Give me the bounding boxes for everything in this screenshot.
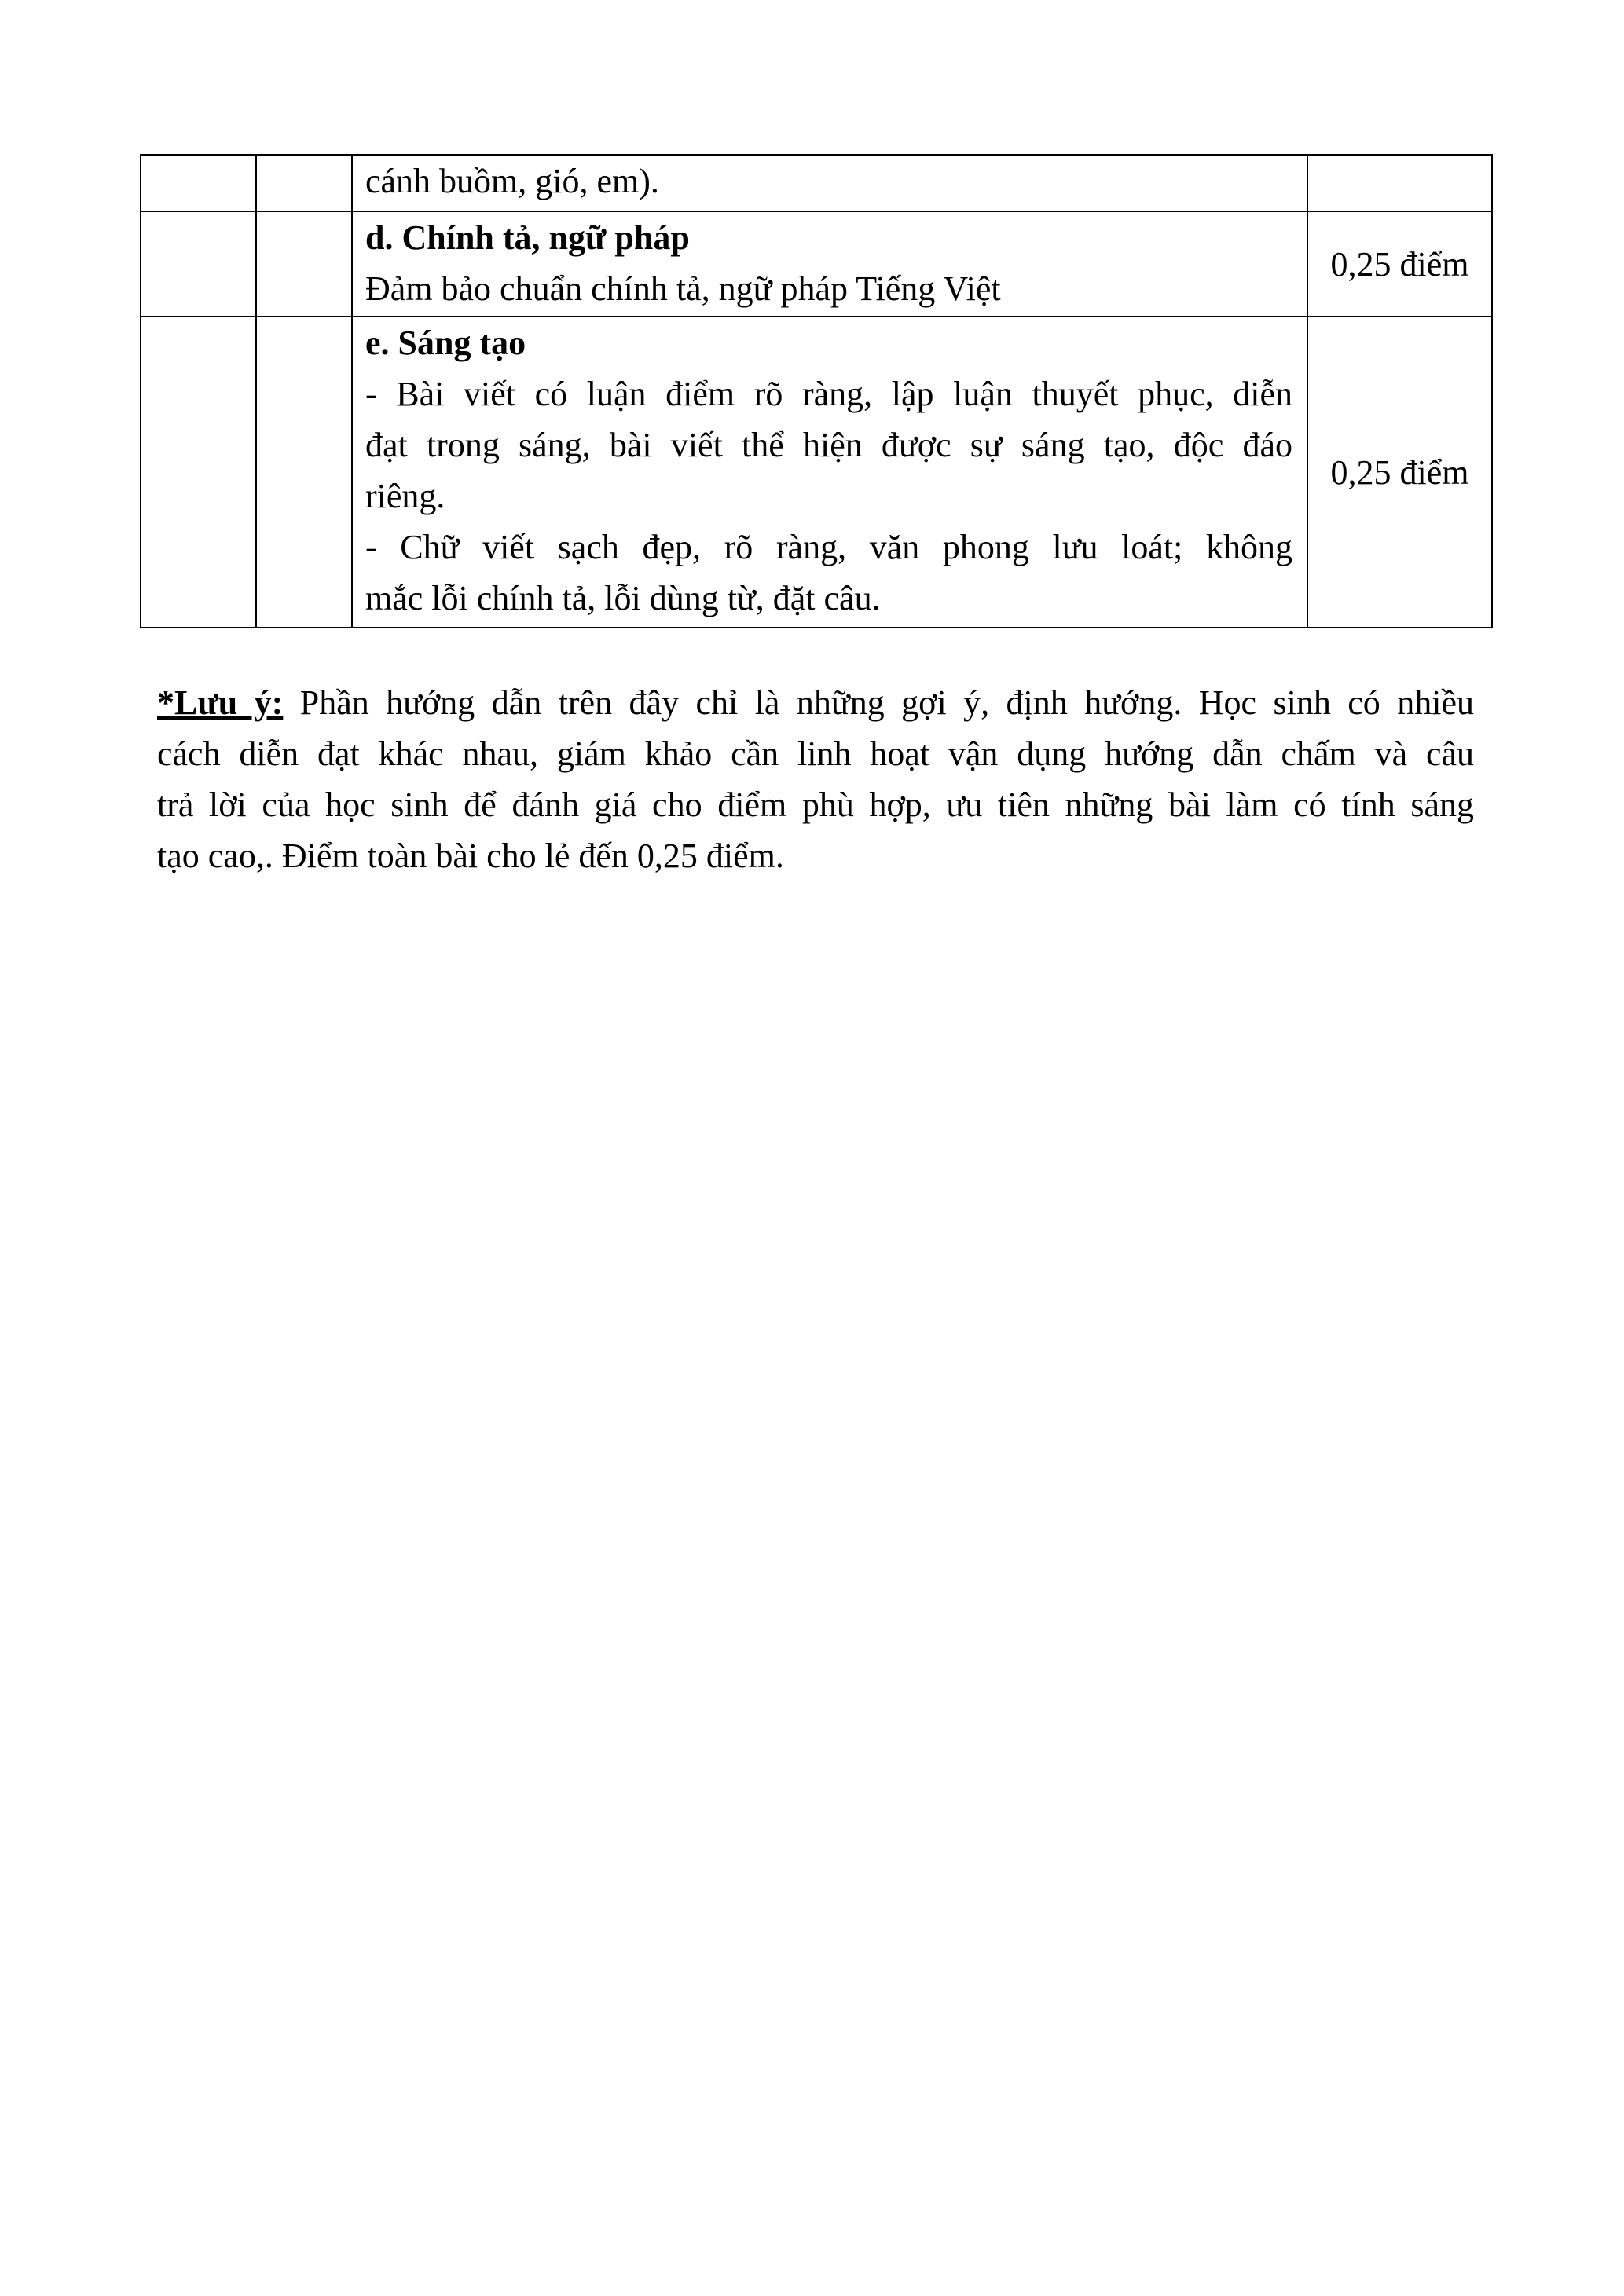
- grading-rubric-table: [140, 154, 1493, 628]
- table-row: [141, 211, 1492, 317]
- table-cell-score: 0,25 điểm: [1307, 211, 1492, 317]
- note-line: tạo cao,. Điểm toàn bài cho lẻ đến 0,25 điểm.: [157, 837, 784, 875]
- note-line: trả lời của học sinh để đánh giá cho điểm phù hợp, ưu tiên những bài làm có tính sáng: [157, 785, 1474, 824]
- note-text: Phần hướng dẫn trên đây chỉ là những gợi ý, định hướng. Học sinh có nhiều: [283, 683, 1475, 722]
- table-cell-content: [352, 211, 1307, 317]
- note-line: cách diễn đạt khác nhau, giám khảo cần linh hoạt vận dụng hướng dẫn chấm và câu: [157, 734, 1474, 773]
- table-row: [141, 155, 1492, 211]
- table-cell-content: [352, 317, 1307, 628]
- content-line: riêng.: [365, 477, 445, 515]
- note-paragraph: [157, 677, 1474, 881]
- content-line: cánh buồm, gió, em).: [365, 162, 659, 200]
- note-line: [157, 677, 1474, 728]
- table-cell-criterion-number: [141, 317, 256, 628]
- note-label: *Lưu ý:: [157, 683, 284, 722]
- content-line: - Chữ viết sạch đẹp, rõ ràng, văn phong lưu loát; không: [365, 528, 1292, 566]
- table-row: [141, 317, 1492, 628]
- table-cell-criterion-number: [141, 211, 256, 317]
- table-cell-score: [1307, 155, 1492, 211]
- criterion-heading: d. Chính tả, ngữ pháp: [365, 218, 690, 257]
- content-line: mắc lỗi chính tả, lỗi dùng từ, đặt câu.: [365, 579, 881, 617]
- content-line: đạt trong sáng, bài viết thể hiện được sự sáng tạo, độc đáo: [365, 426, 1292, 464]
- table-cell-criterion-number: [141, 155, 256, 211]
- table-cell-content: [352, 155, 1307, 211]
- table-cell-criterion-item: [256, 155, 352, 211]
- content-line: - Bài viết có luận điểm rõ ràng, lập luận thuyết phục, diễn: [365, 375, 1292, 413]
- table-cell-score: 0,25 điểm: [1307, 317, 1492, 628]
- content-line: Đảm bảo chuẩn chính tả, ngữ pháp Tiếng Việt: [365, 269, 1001, 308]
- criterion-heading: e. Sáng tạo: [365, 324, 526, 362]
- table-cell-criterion-item: [256, 211, 352, 317]
- table-cell-criterion-item: [256, 317, 352, 628]
